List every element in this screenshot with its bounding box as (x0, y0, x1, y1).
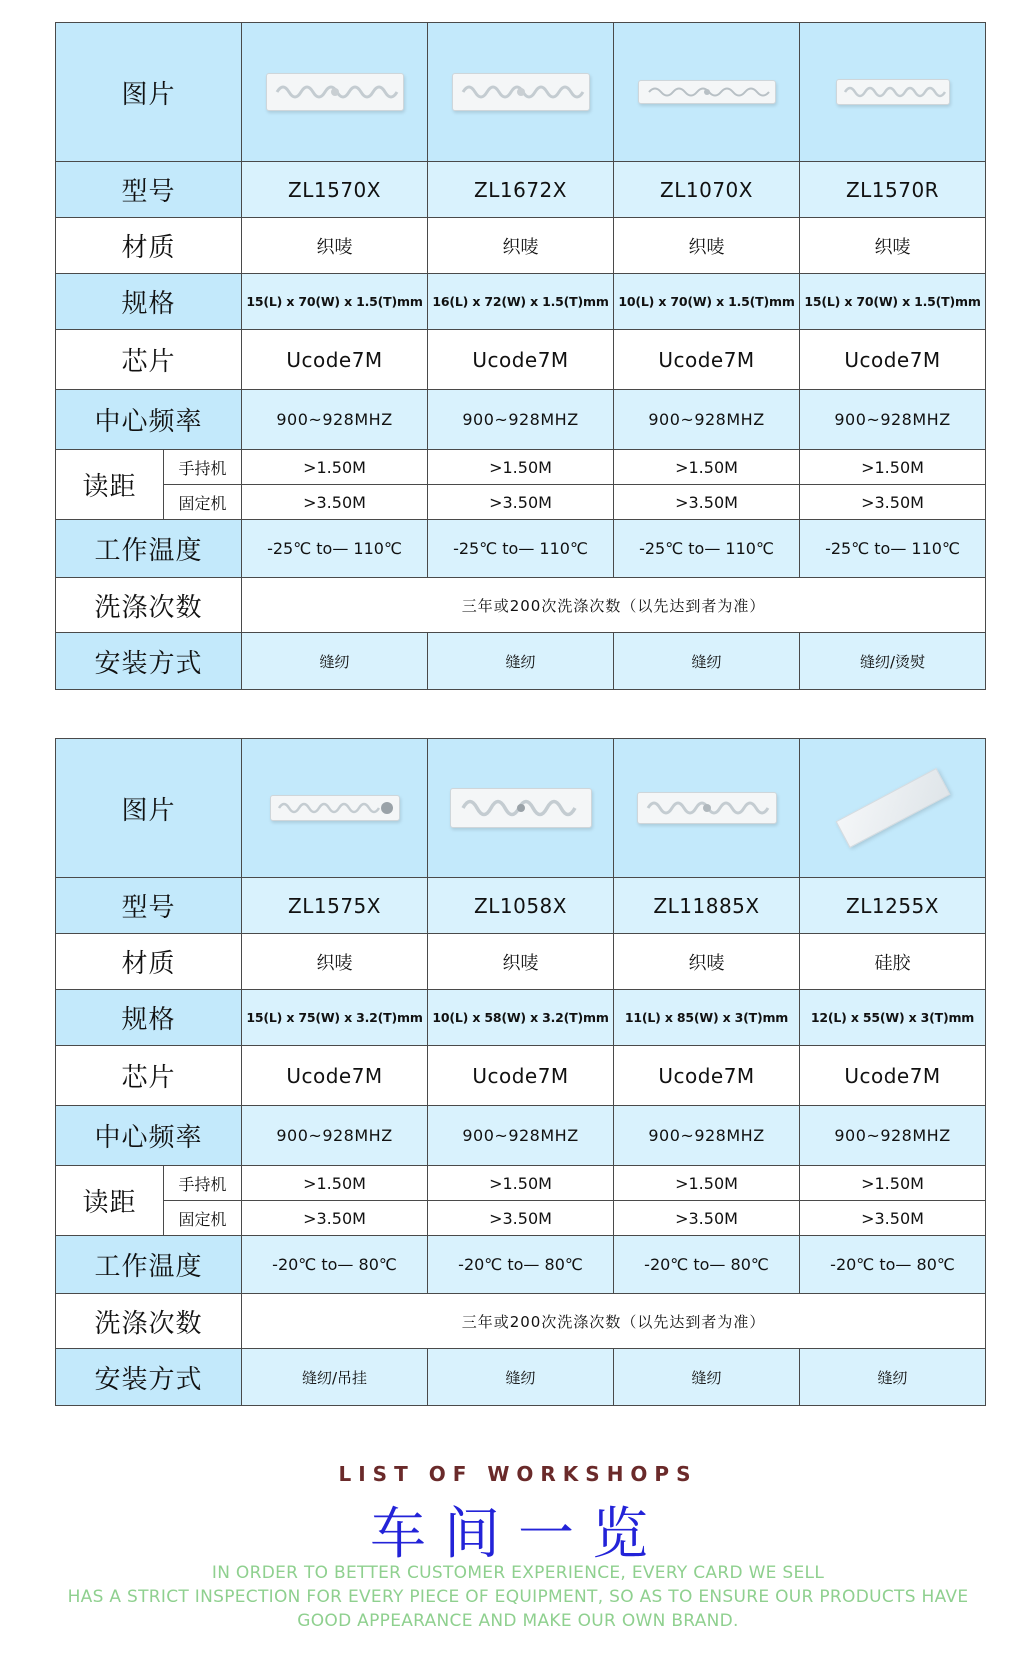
product-image-cell (242, 23, 428, 162)
label-temperature: 工作温度 (56, 1236, 242, 1294)
workshops-english-heading: LIST OF WORKSHOPS (338, 1462, 698, 1486)
footer-note-line: GOOD APPEARANCE AND MAKE OUR OWN BRAND. (297, 1611, 739, 1631)
fixed-distance-value: >3.50M (428, 1201, 614, 1236)
material-value: 织唛 (800, 218, 986, 274)
temperature-value: -25℃ to— 110℃ (428, 520, 614, 578)
spec-value: 12(L) x 55(W) x 3(T)mm (800, 990, 986, 1046)
product-image-cell (428, 739, 614, 878)
handheld-distance-value: >1.50M (242, 1166, 428, 1201)
handheld-distance-value: >1.50M (800, 450, 986, 485)
fixed-distance-value: >3.50M (800, 485, 986, 520)
material-value: 织唛 (242, 218, 428, 274)
frequency-value: 900~928MHZ (428, 1106, 614, 1166)
spec-table-2 (55, 738, 986, 1406)
label-handheld: 手持机 (164, 1166, 242, 1201)
label-wash: 洗涤次数 (56, 578, 242, 633)
label-model: 型号 (56, 162, 242, 218)
wash-label-tag-icon (836, 79, 950, 105)
spec-value: 10(L) x 70(W) x 1.5(T)mm (614, 274, 800, 330)
chip-value: Ucode7M (242, 330, 428, 390)
product-image-cell (428, 23, 614, 162)
install-value: 缝纫 (242, 633, 428, 690)
material-value: 织唛 (242, 934, 428, 990)
temperature-value: -20℃ to— 80℃ (800, 1236, 986, 1294)
install-value: 缝纫 (428, 1349, 614, 1406)
wash-label-tag-icon (638, 80, 776, 104)
frequency-value: 900~928MHZ (242, 390, 428, 450)
spec-value: 15(L) x 70(W) x 1.5(T)mm (800, 274, 986, 330)
silicone-strip-tag-icon (835, 768, 950, 848)
spec-value: 16(L) x 72(W) x 1.5(T)mm (428, 274, 614, 330)
temperature-value: -25℃ to— 110℃ (614, 520, 800, 578)
material-value: 织唛 (428, 218, 614, 274)
product-image-cell (800, 739, 986, 878)
label-chip: 芯片 (56, 1046, 242, 1106)
model-value: ZL1070X (614, 162, 800, 218)
wash-label-tag-icon (452, 73, 590, 111)
temperature-value: -25℃ to— 110℃ (800, 520, 986, 578)
spec-table-1 (55, 22, 986, 690)
chip-value: Ucode7M (242, 1046, 428, 1106)
handheld-distance-value: >1.50M (242, 450, 428, 485)
chip-value: Ucode7M (800, 1046, 986, 1106)
label-temperature: 工作温度 (56, 520, 242, 578)
spec-value: 15(L) x 75(W) x 3.2(T)mm (242, 990, 428, 1046)
product-image-cell (242, 739, 428, 878)
model-value: ZL1570X (242, 162, 428, 218)
label-distance: 读距 (56, 1166, 164, 1236)
model-value: ZL1058X (428, 878, 614, 934)
temperature-value: -20℃ to— 80℃ (242, 1236, 428, 1294)
spec-value: 10(L) x 58(W) x 3.2(T)mm (428, 990, 614, 1046)
fixed-distance-value: >3.50M (800, 1201, 986, 1236)
label-material: 材质 (56, 934, 242, 990)
fixed-distance-value: >3.50M (242, 1201, 428, 1236)
label-chip: 芯片 (56, 330, 242, 390)
temperature-value: -20℃ to— 80℃ (428, 1236, 614, 1294)
label-spec: 规格 (56, 274, 242, 330)
material-value: 织唛 (428, 934, 614, 990)
frequency-value: 900~928MHZ (242, 1106, 428, 1166)
model-value: ZL1255X (800, 878, 986, 934)
model-value: ZL1570R (800, 162, 986, 218)
temperature-value: -20℃ to— 80℃ (614, 1236, 800, 1294)
chip-value: Ucode7M (800, 330, 986, 390)
install-value: 缝纫 (428, 633, 614, 690)
footer-note-line: HAS A STRICT INSPECTION FOR EVERY PIECE OF EQUIPMENT, SO AS TO ENSURE OUR PRODUCTS HAVE (67, 1587, 969, 1607)
label-frequency: 中心频率 (56, 1106, 242, 1166)
label-frequency: 中心频率 (56, 390, 242, 450)
spec-value: 11(L) x 85(W) x 3(T)mm (614, 990, 800, 1046)
fixed-distance-value: >3.50M (614, 485, 800, 520)
label-material: 材质 (56, 218, 242, 274)
frequency-value: 900~928MHZ (614, 390, 800, 450)
label-wash: 洗涤次数 (56, 1294, 242, 1349)
fixed-distance-value: >3.50M (428, 485, 614, 520)
fixed-distance-value: >3.50M (242, 485, 428, 520)
label-handheld: 手持机 (164, 450, 242, 485)
spec-value: 15(L) x 70(W) x 1.5(T)mm (242, 274, 428, 330)
label-picture: 图片 (56, 739, 242, 878)
product-image-cell (614, 739, 800, 878)
chip-value: Ucode7M (428, 330, 614, 390)
install-value: 缝纫 (614, 633, 800, 690)
footer-note (40, 1561, 996, 1633)
temperature-value: -25℃ to— 110℃ (242, 520, 428, 578)
label-spec: 规格 (56, 990, 242, 1046)
label-install: 安装方式 (56, 633, 242, 690)
handheld-distance-value: >1.50M (800, 1166, 986, 1201)
frequency-value: 900~928MHZ (800, 1106, 986, 1166)
wash-label-tag-icon (450, 788, 592, 828)
wash-label-tag-icon (270, 795, 400, 821)
handheld-distance-value: >1.50M (614, 1166, 800, 1201)
label-fixed: 固定机 (164, 485, 242, 520)
wash-value: 三年或200次洗涤次数（以先达到者为准） (242, 1294, 986, 1349)
chip-value: Ucode7M (614, 330, 800, 390)
chip-value: Ucode7M (428, 1046, 614, 1106)
product-image-cell (800, 23, 986, 162)
material-value: 硅胶 (800, 934, 986, 990)
workshops-chinese-heading: 车间一览 (370, 1502, 666, 1567)
frequency-value: 900~928MHZ (614, 1106, 800, 1166)
install-value: 缝纫 (614, 1349, 800, 1406)
install-value: 缝纫/烫熨 (800, 633, 986, 690)
fixed-distance-value: >3.50M (614, 1201, 800, 1236)
handheld-distance-value: >1.50M (614, 450, 800, 485)
label-install: 安装方式 (56, 1349, 242, 1406)
model-value: ZL11885X (614, 878, 800, 934)
model-value: ZL1575X (242, 878, 428, 934)
frequency-value: 900~928MHZ (428, 390, 614, 450)
frequency-value: 900~928MHZ (800, 390, 986, 450)
label-model: 型号 (56, 878, 242, 934)
model-value: ZL1672X (428, 162, 614, 218)
material-value: 织唛 (614, 218, 800, 274)
product-image-cell (614, 23, 800, 162)
handheld-distance-value: >1.50M (428, 450, 614, 485)
wash-label-tag-icon (637, 792, 777, 824)
chip-value: Ucode7M (614, 1046, 800, 1106)
wash-label-tag-icon (266, 73, 404, 111)
label-picture: 图片 (56, 23, 242, 162)
material-value: 织唛 (614, 934, 800, 990)
install-value: 缝纫/吊挂 (242, 1349, 428, 1406)
install-value: 缝纫 (800, 1349, 986, 1406)
footer-note-line: IN ORDER TO BETTER CUSTOMER EXPERIENCE, EVERY CARD WE SELL (211, 1563, 825, 1583)
label-fixed: 固定机 (164, 1201, 242, 1236)
label-distance: 读距 (56, 450, 164, 520)
handheld-distance-value: >1.50M (428, 1166, 614, 1201)
wash-value: 三年或200次洗涤次数（以先达到者为准） (242, 578, 986, 633)
